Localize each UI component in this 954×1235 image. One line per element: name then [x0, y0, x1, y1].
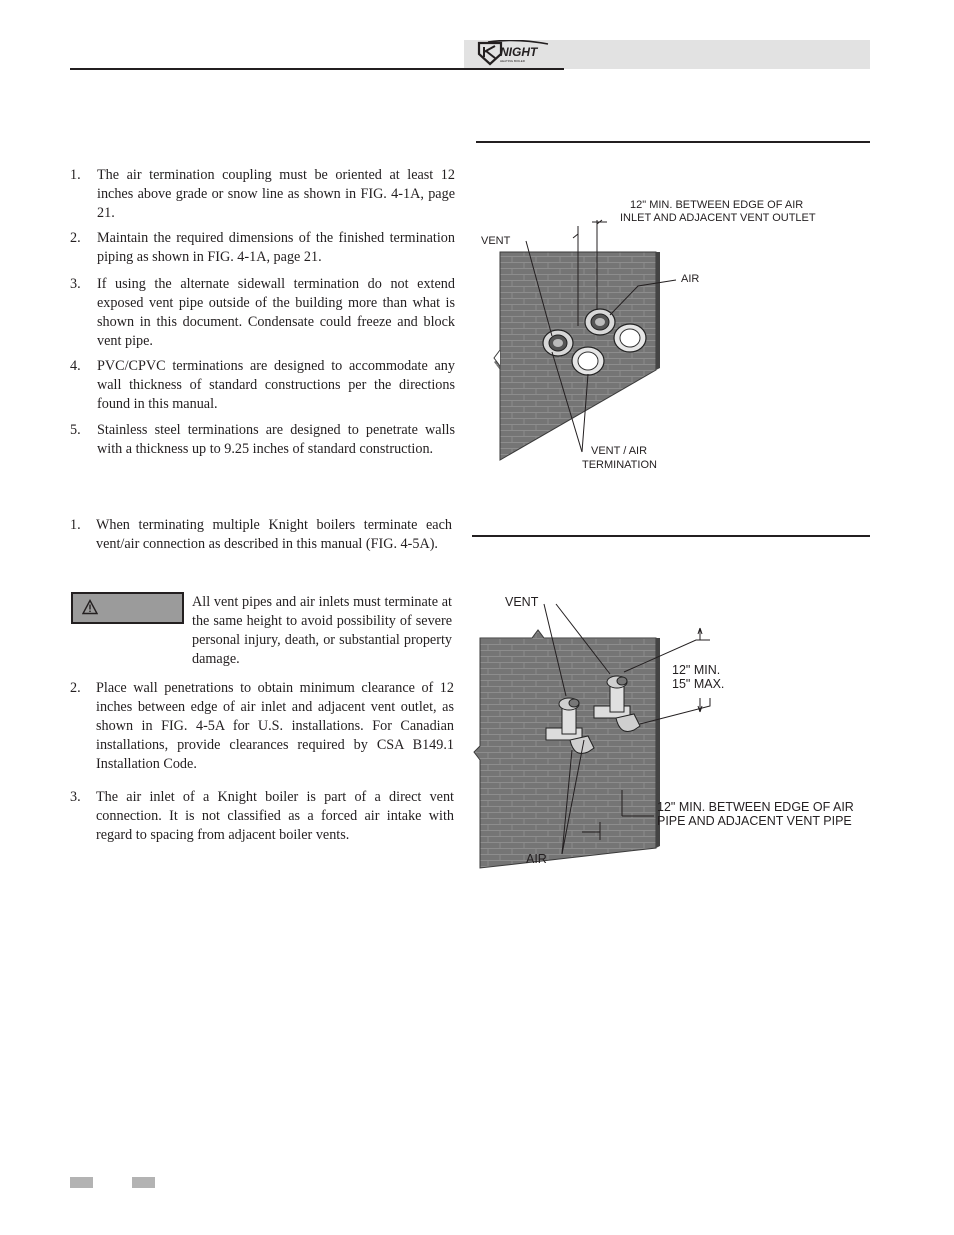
list-item: 1. When terminating multiple Knight boilers terminate each vent/air connection as described in this manual (FIG. 4-5A).	[70, 517, 452, 552]
label-air: AIR	[526, 852, 547, 866]
label-vent-air-termination: TERMINATION	[582, 459, 657, 471]
section-rule-top	[476, 141, 870, 143]
warning-label-box	[71, 592, 184, 624]
label-vent: VENT	[505, 595, 539, 609]
footer-tab	[70, 1177, 93, 1188]
label-clearance: PIPE AND ADJACENT VENT PIPE	[657, 814, 852, 828]
label-min: 12" MIN.	[672, 663, 721, 677]
list-item: 2. Place wall penetrations to obtain minimum clearance of 12 inches between edge of air inlet and adjacent vent outlet, as shown in FIG. 4-5A for U.S. installations. For Canadian installations, provide clearances required by CSA B149.1 Installation Code.	[70, 680, 454, 772]
header-rule	[70, 68, 564, 70]
label-clearance: 12" MIN. BETWEEN EDGE OF AIR	[657, 800, 854, 814]
footer-tab	[132, 1177, 155, 1188]
figure-pipe-terminations	[470, 590, 870, 880]
label-max: 15" MAX.	[672, 677, 725, 691]
label-clearance: INLET AND ADJACENT VENT OUTLET	[620, 212, 816, 224]
label-air: AIR	[681, 273, 700, 285]
svg-text:NIGHT: NIGHT	[500, 45, 538, 59]
warning-icon	[82, 599, 98, 615]
list-item: 3. The air inlet of a Knight boiler is part of a direct vent connection. It is not classified as a forced air intake with regard to spacing from adjacent boiler vents.	[70, 789, 454, 843]
list-item: 4. PVC/CPVC terminations are designed to accommodate any wall thickness of standard constructions per the directions found in this manual.	[70, 358, 455, 412]
list-item: 2. Maintain the required dimensions of the finished termination piping as shown in FIG. 4-1A, page 21.	[70, 230, 455, 265]
label-vent: VENT	[481, 235, 511, 247]
warning-text: All vent pipes and air inlets must terminate at the same height to avoid possibility of severe personal injury, death, or substantial property damage.	[192, 594, 452, 667]
label-clearance: 12" MIN. BETWEEN EDGE OF AIR	[630, 199, 804, 211]
label-vent-air-termination: VENT / AIR	[591, 445, 648, 457]
list-item: 1. The air termination coupling must be oriented at least 12 inches above grade or snow line as shown in FIG. 4-1A, page 21.	[70, 167, 455, 221]
knight-logo	[476, 40, 556, 66]
figure-concentric-terminations	[470, 190, 870, 490]
svg-text:HEATING BOILER: HEATING BOILER	[500, 59, 525, 63]
list-item: 5. Stainless steel terminations are designed to penetrate walls with a thickness up to 9.25 inches of standard construction.	[70, 422, 455, 457]
list-item: 3. If using the alternate sidewall termination do not extend exposed vent pipe outside of the building more than what is shown in this document. Condensate could freeze and block vent pipe.	[70, 276, 455, 349]
section-rule-bottom	[472, 535, 870, 537]
